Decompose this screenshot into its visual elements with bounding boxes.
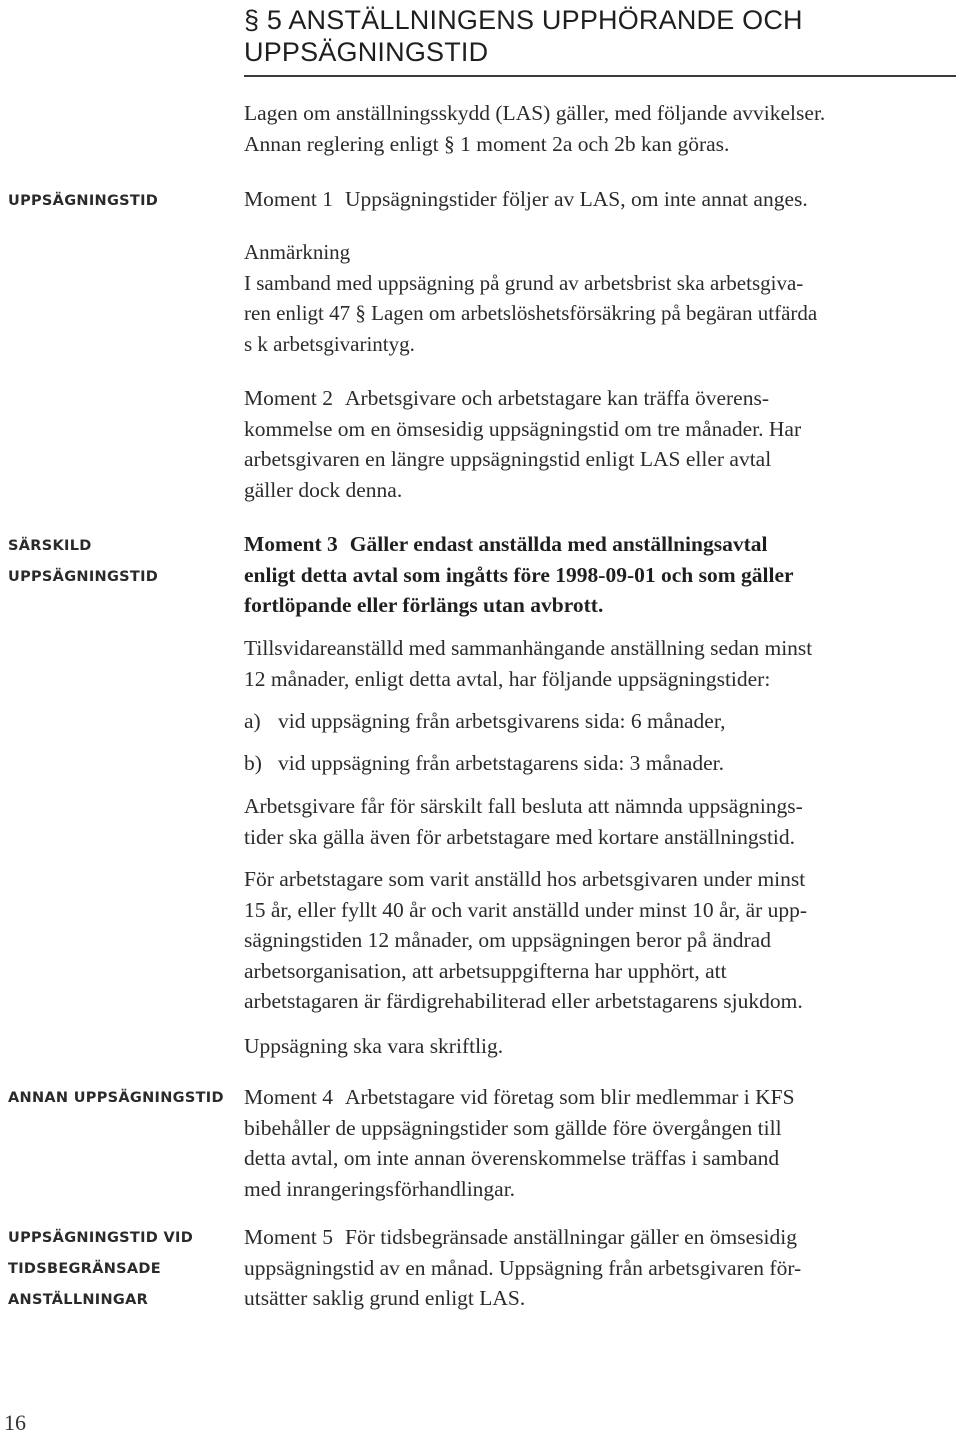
anmarkning-title: Anmärkning xyxy=(244,240,351,264)
moment1-paragraph xyxy=(244,184,956,215)
moment1-label: Moment 1 xyxy=(244,187,333,211)
list-item-text: vid uppsägning från arbetsgivarens sida: 6 månader, xyxy=(278,709,726,733)
moment5-line1: För tidsbegränsade anställningar gäller en ömsesidig xyxy=(344,1225,797,1249)
tillsvidare-line1: Tillsvidareanställd med sammanhängande anställning sedan minst xyxy=(244,636,813,660)
moment5-label: Moment 5 xyxy=(244,1225,333,1249)
moment4-line4: med inrangeringsförhandlingar. xyxy=(244,1176,516,1201)
femton-ar-line3: sägningstiden 12 månader, om uppsägningen beror på ändrad xyxy=(244,928,771,952)
anmarkning-line1: I samband med uppsägning på grund av arbetsbrist ska arbetsgiva- xyxy=(244,270,804,295)
moment4-line1: Arbetstagare vid företag som blir medlemmar i KFS xyxy=(344,1085,795,1109)
moment3-paragraph xyxy=(244,529,956,621)
list-item-mark: a) xyxy=(244,709,261,733)
femton-ar-line2: 15 år, eller fyllt 40 år och varit anställd under minst 10 år, är upp- xyxy=(244,897,808,922)
moment2-paragraph xyxy=(244,383,956,505)
skriftlig-paragraph: Uppsägning ska vara skriftlig. xyxy=(244,1034,504,1058)
sidebar-label-tids-line1: UPPSÄGNINGSTID VID xyxy=(8,1230,194,1246)
femton-ar-line5: arbetstagaren är färdigrehabiliterad eller arbetstagarens sjukdom. xyxy=(244,989,803,1013)
moment4-line2: bibehåller de uppsägningstider som gällde före övergången till xyxy=(244,1115,782,1140)
anmarkning-line2: ren enligt 47 § Lagen om arbetslöshetsförsäkring på begäran utfärda xyxy=(244,301,818,325)
moment2-line3: arbetsgivaren en längre uppsägningstid enligt LAS eller avtal xyxy=(244,447,772,471)
moment3-line3: fortlöpande eller förlängs utan avbrott. xyxy=(244,593,604,617)
sidebar-label-sarskild xyxy=(8,531,158,593)
sidebar-label-tids-line2: TIDSBEGRÄNSADE xyxy=(8,1261,161,1277)
moment2-line1: Arbetsgivare och arbetstagare kan träffa överens- xyxy=(344,386,770,410)
page-number: 16 xyxy=(4,1410,26,1435)
moment2-line2: kommelse om en ömsesidig uppsägningstid om tre månader. Har xyxy=(244,416,802,441)
sidebar-label-sarskild-line2: UPPSÄGNINGSTID xyxy=(8,569,159,585)
sidebar-label-sarskild-line1: SÄRSKILD xyxy=(8,538,92,554)
moment5-line3: utsätter saklig grund enligt LAS. xyxy=(244,1286,526,1310)
moment2-line4: gäller dock denna. xyxy=(244,477,403,502)
list-item-mark: b) xyxy=(244,751,262,775)
section-heading-line1: § 5 ANSTÄLLNINGENS UPPHÖRANDE OCH xyxy=(244,5,803,35)
section-heading-line2: UPPSÄGNINGSTID xyxy=(244,37,489,67)
moment4-label: Moment 4 xyxy=(244,1085,333,1109)
moment3-label: Moment 3 xyxy=(244,532,338,556)
moment1-text: Uppsägningstider följer av LAS, om inte annat anges. xyxy=(344,187,808,211)
sidebar-label-uppsagningstid: UPPSÄGNINGSTID xyxy=(8,193,159,209)
sidebar-label-annan: ANNAN UPPSÄGNINGSTID xyxy=(8,1090,224,1106)
list-item-text: vid uppsägning från arbetstagarens sida: 3 månader. xyxy=(278,751,724,775)
moment4-line3: detta avtal, om inte annan överenskommelse träffas i samband xyxy=(244,1146,780,1170)
femton-ar-line4: arbetsorganisation, att arbetsuppgifterna har upphört, att xyxy=(244,958,727,983)
intro-paragraph xyxy=(244,98,956,159)
sarskilt-fall-line2: tider ska gälla även för arbetstagare med kortare anställningstid. xyxy=(244,824,796,849)
intro-line2: Annan reglering enligt § 1 moment 2a och 2b kan göras. xyxy=(244,131,730,156)
moment2-label: Moment 2 xyxy=(244,386,333,410)
anmarkning-line3: s k arbetsgivarintyg. xyxy=(244,331,415,356)
femton-ar-line1: För arbetstagare som varit anställd hos arbetsgivaren under minst xyxy=(244,867,806,891)
sidebar-label-tids-line3: ANSTÄLLNINGAR xyxy=(8,1292,149,1308)
section-heading xyxy=(244,4,956,68)
intro-line1: Lagen om anställningsskydd (LAS) gäller, med följande avvikelser. xyxy=(244,101,826,125)
anmarkning-paragraph xyxy=(244,237,956,359)
list-item xyxy=(244,748,956,779)
moment4-paragraph xyxy=(244,1082,956,1204)
moment5-paragraph xyxy=(244,1222,956,1314)
tillsvidare-paragraph xyxy=(244,633,956,694)
moment3-line2: enligt detta avtal som ingåtts före 1998-09-01 och som gäller xyxy=(244,562,794,587)
moment5-line2: uppsägningstid av en månad. Uppsägning från arbetsgivaren för- xyxy=(244,1255,802,1280)
moment3-line1: Gäller endast anställda med anställningsavtal xyxy=(349,532,768,556)
heading-divider xyxy=(244,75,956,77)
tillsvidare-line2: 12 månader, enligt detta avtal, har följande uppsägningstider: xyxy=(244,666,771,691)
sarskilt-fall-paragraph xyxy=(244,791,956,852)
sarskilt-fall-line1: Arbetsgivare får för särskilt fall besluta att nämnda uppsägnings- xyxy=(244,794,803,818)
femton-ar-paragraph xyxy=(244,864,956,1017)
list-item xyxy=(244,706,956,737)
sidebar-label-tidsbegransade xyxy=(8,1223,193,1316)
